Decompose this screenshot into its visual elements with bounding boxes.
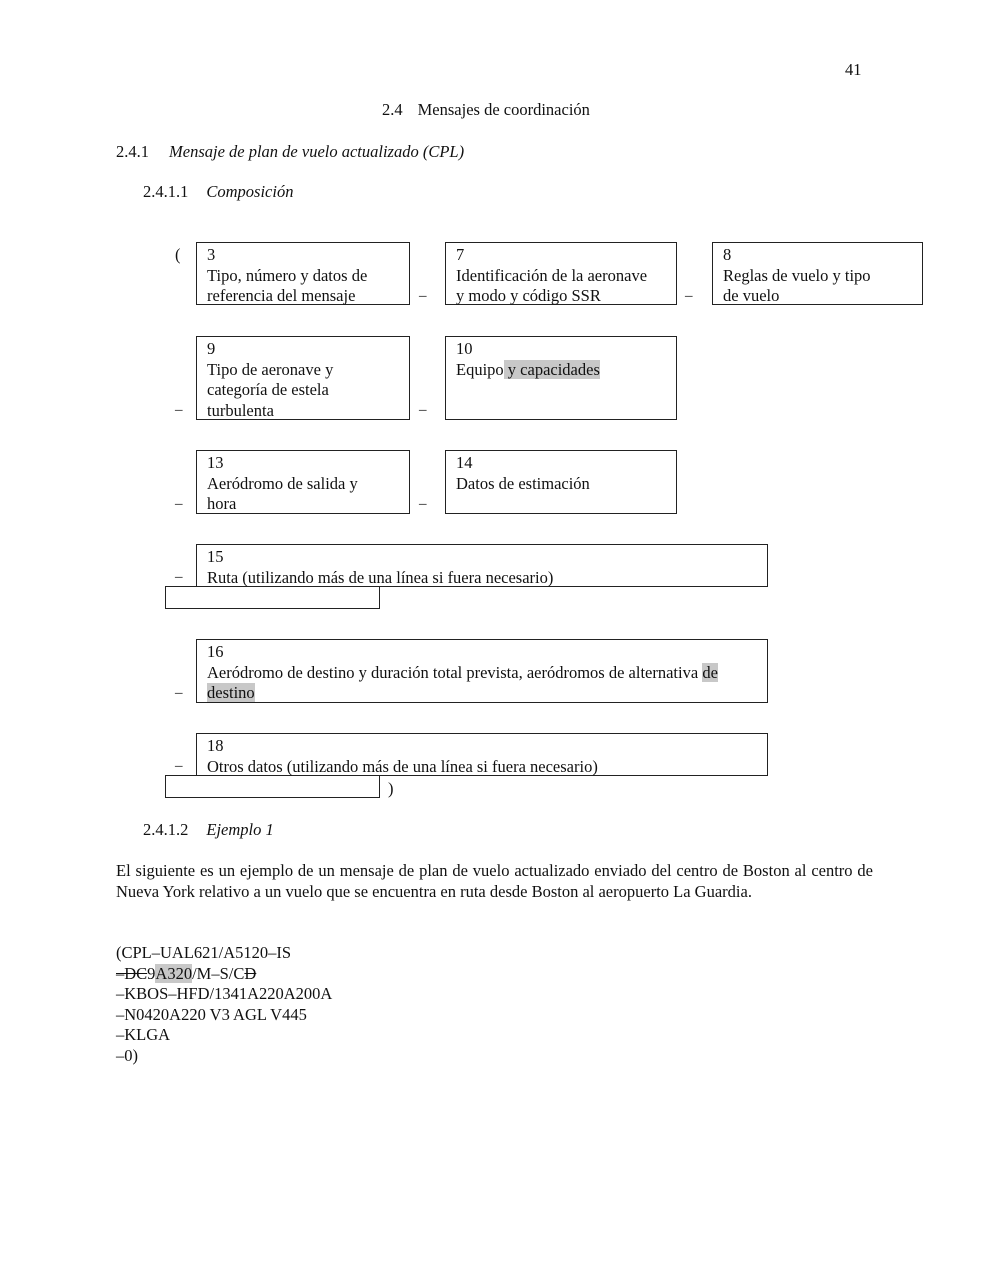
- dash-separator: –: [685, 288, 693, 304]
- field-9-line1: Tipo de aeronave y: [207, 359, 334, 379]
- field-8-box: [712, 242, 923, 305]
- message-line: [116, 964, 332, 985]
- field-7-number: 7: [456, 245, 465, 264]
- field-14-line1: Datos de estimación: [456, 473, 590, 493]
- field-18-number: 18: [207, 736, 224, 755]
- message-text: 9: [147, 963, 156, 983]
- message-text: /M–S/C: [192, 963, 245, 983]
- example-paragraph: El siguiente es un ejemplo de un mensaje de plan de vuelo actualizado enviado del centro de Boston al centro de Nueva York relativo a un vuelo que se encuentra en ruta desde Boston al aeropuerto La Guardia.: [116, 861, 873, 901]
- section-title: Mensajes de coordinación: [417, 100, 590, 119]
- message-line: –KLGA: [116, 1025, 171, 1044]
- field-7-line1: Identificación de la aeronave: [456, 265, 648, 285]
- dash-separator: –: [175, 496, 183, 512]
- field-3-box: [196, 242, 410, 305]
- field-13-box: [196, 450, 410, 514]
- field-18-continuation-box: [165, 775, 380, 798]
- composition-title: Composición: [206, 182, 294, 201]
- field-13-number: 13: [207, 453, 224, 472]
- field-13-line2: hora: [207, 494, 237, 513]
- field-7-line2: y modo y código SSR: [456, 286, 601, 305]
- field-3-line2: referencia del mensaje: [207, 286, 356, 305]
- section-heading: [382, 100, 590, 120]
- open-paren: (: [175, 245, 181, 264]
- field-9-number: 9: [207, 339, 216, 358]
- field-16-number: 16: [207, 642, 224, 661]
- continuation-top-left: [165, 586, 197, 587]
- message-line: –KBOS–HFD/1341A220A200A: [116, 984, 333, 1003]
- dash-separator: –: [175, 685, 183, 701]
- dash-separator: –: [419, 402, 427, 418]
- field-14-number: 14: [456, 453, 473, 472]
- field-14-box: [445, 450, 677, 514]
- field-10-number: 10: [456, 339, 473, 358]
- dash-separator: –: [175, 402, 183, 418]
- field-9-box: [196, 336, 410, 420]
- field-8-line2: de vuelo: [723, 286, 780, 305]
- subsection-number: 2.4.1: [116, 142, 149, 161]
- field-10-text-a: Equipo: [456, 359, 504, 379]
- subsection-heading: [116, 142, 464, 162]
- field-3-number: 3: [207, 245, 216, 264]
- field-16-line2: [207, 683, 757, 704]
- field-15-line1: Ruta (utilizando más de una línea si fuera necesario): [207, 567, 554, 587]
- example-message: [116, 943, 332, 1066]
- message-highlight: A320: [155, 963, 193, 983]
- continuation-top-left: [165, 775, 197, 776]
- field-16-line1-highlight: de: [702, 662, 718, 682]
- message-line: (CPL–UAL621/A5120–IS: [116, 943, 292, 962]
- field-10-text-highlight: y capacidades: [503, 359, 600, 379]
- message-strike: –DC: [116, 963, 148, 983]
- field-16-line1: [207, 663, 757, 684]
- field-16-line2-highlight: destino: [207, 683, 255, 702]
- field-8-number: 8: [723, 245, 732, 264]
- dash-separator: –: [175, 569, 183, 585]
- field-16-line1-a: Aeródromo de destino y duración total prevista, aeródromos de alternativa: [207, 662, 703, 682]
- field-8-line1: Reglas de vuelo y tipo: [723, 265, 871, 285]
- message-line: –0): [116, 1045, 138, 1065]
- field-7-box: [445, 242, 677, 305]
- message-strike: D: [244, 963, 257, 983]
- dash-separator: –: [419, 496, 427, 512]
- field-15-box: [196, 544, 768, 587]
- page-number: 41: [845, 60, 862, 79]
- message-line: –N0420A220 V3 AGL V445: [116, 1004, 307, 1024]
- example-heading: [143, 820, 274, 840]
- field-9-line2: categoría de estela: [207, 380, 329, 399]
- field-10-box: [445, 336, 677, 420]
- field-16-box: [196, 639, 768, 703]
- field-18-line1: Otros datos (utilizando más de una línea si fuera necesario): [207, 756, 598, 776]
- field-15-number: 15: [207, 547, 224, 566]
- composition-number: 2.4.1.1: [143, 182, 189, 201]
- dash-separator: –: [419, 288, 427, 304]
- field-3-line1: Tipo, número y datos de: [207, 265, 368, 285]
- example-number: 2.4.1.2: [143, 820, 189, 839]
- field-15-continuation-box: [165, 586, 380, 609]
- composition-heading: [143, 182, 293, 202]
- field-9-line3: turbulenta: [207, 400, 274, 420]
- example-title: Ejemplo 1: [206, 820, 274, 839]
- field-13-line1: Aeródromo de salida y: [207, 473, 358, 493]
- subsection-title: Mensaje de plan de vuelo actualizado (CPL): [169, 142, 465, 161]
- field-10-text: [456, 360, 666, 381]
- section-number: 2.4: [382, 100, 403, 119]
- field-18-box: [196, 733, 768, 776]
- close-paren: ): [388, 779, 394, 798]
- continuation-top-right: [379, 586, 380, 588]
- dash-separator: –: [175, 758, 183, 774]
